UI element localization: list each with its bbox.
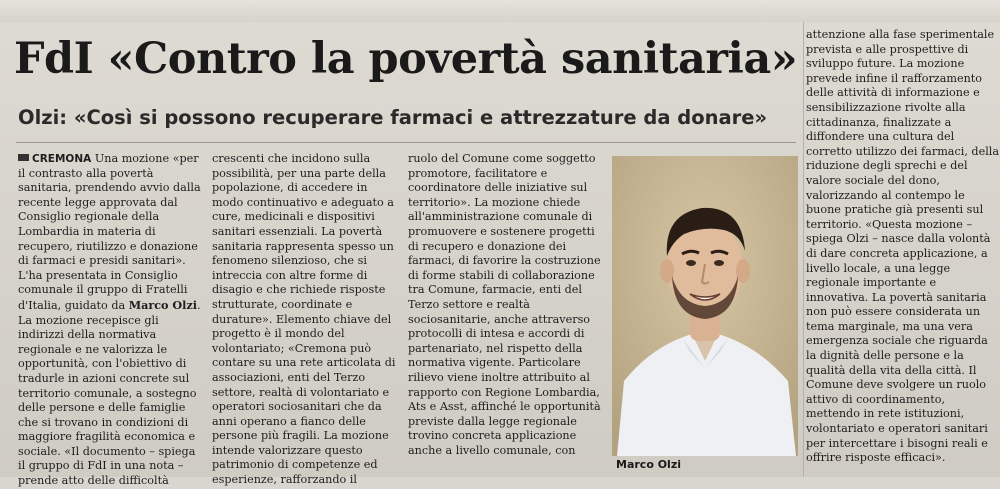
headline: FdI «Contro la povertà sanitaria» — [14, 34, 798, 84]
article-column-4 — [806, 28, 1000, 477]
subheadline: Olzi: «Così si possono recuperare farmaci e attrezzature da donare» — [18, 106, 768, 129]
headline-divider — [16, 142, 796, 143]
article-column-2 — [212, 152, 402, 487]
author-name-inline: Marco Olzi — [128, 297, 198, 312]
photo-caption: Marco Olzi — [616, 458, 681, 471]
portrait-illustration — [612, 156, 798, 456]
dateline: CREMONA — [32, 153, 92, 165]
column-2-text: crescenti che incidono sulla possibilità, per una parte della popolazione, di accedere in modo continuativo e adeguato a cure, medicinali e dispositivi sanitari essenziali. La povertà sanitaria rappresenta spesso un fenomeno silenzioso, che si intreccia con altre forme di disagio e che richiede risposte strutturate, coordinate e durature». Elemento chiave del progetto è il mondo del volontariato; «Cremona può contare su una rete articolata di associazioni, enti del Terzo settore, realtà di volontariato e operatori sociosanitari che da anni operano a fianco delle persone più fragili. La mozione intende valorizzare questo patrimonio di competenze ed esperienze, rafforzando il — [212, 152, 396, 487]
column-4-text: attenzione alla fase sperimentale prevista e alle prospettive di sviluppo future. La mozione prevede infine il rafforzamento delle attività di informazione e sensibilizzazione rivolte alla cittadinanza, finalizzate a diffondere una cultura del corretto utilizzo dei farmaci, della riduzione degli sprechi e del valore sociale del dono, valorizzando al contempo le buone pratiche già presenti sul territorio. «Questa mozione – spiega Olzi – nasce dalla volontà di dare concreta applicazione, a livello locale, a una legge regionale importante e innovativa. La povertà sanitaria non può essere considerata un tema marginale, ma una vera emergenza sociale che riguarda la dignità delle persone e la qualità della vita della città. Il Comune deve svolgere un ruolo attivo di coordinamento, mettendo in rete istituzioni, volontariato e operatori sanitari per intercettare i bisogni reali e offrire risposte efficaci». — [806, 28, 1000, 465]
column-1-text-b: . La mozione recepisce gli indirizzi della normativa regionale e ne valorizza le opportunità, con l'obiettivo di tradurle in azioni concrete sul territorio comunale, a sostegno delle persone e delle famiglie che si trovano in condizioni di maggiore fragilità economica e sociale. «Il documento – spiega il gruppo di FdI in una nota – prende atto delle difficoltà — [18, 298, 201, 488]
article-column-3 — [408, 152, 608, 477]
dateline-marker-icon — [18, 154, 29, 161]
column-gutter-line — [803, 22, 804, 477]
top-edge-strip — [0, 0, 1000, 22]
article-column-1 — [18, 152, 206, 488]
portrait-photo — [612, 156, 798, 456]
column-3-text: ruolo del Comune come soggetto promotore, facilitatore e coordinatore delle iniziative sul territorio». La mozione chiede all'amministrazione comunale di promuovere e sostenere progetti di recupero e donazione dei farmaci, di favorire la costruzione di forme stabili di collaborazione tra Comune, farmacie, enti del Terzo settore e realtà sociosanitarie, anche attraverso protocolli di intesa e accordi di partenariato, nel rispetto della normativa vigente. Particolare rilievo viene inoltre attribuito al rapporto con Regione Lombardia, Ats e Asst, affinché le opportunità previste dalla legge regionale trovino concreta applicazione anche a livello comunale, con — [408, 152, 601, 457]
column-1-text-a: Una mozione «per il contrasto alla povertà sanitaria, prendendo avvio dalla recente legge approvata dal Consiglio regionale della Lombardia in materia di recupero, riutilizzo e donazione di farmaci e presidi sanitari». L'ha presentata in Consiglio comunale il gruppo di Fratelli d'Italia, guidato da — [18, 152, 201, 312]
